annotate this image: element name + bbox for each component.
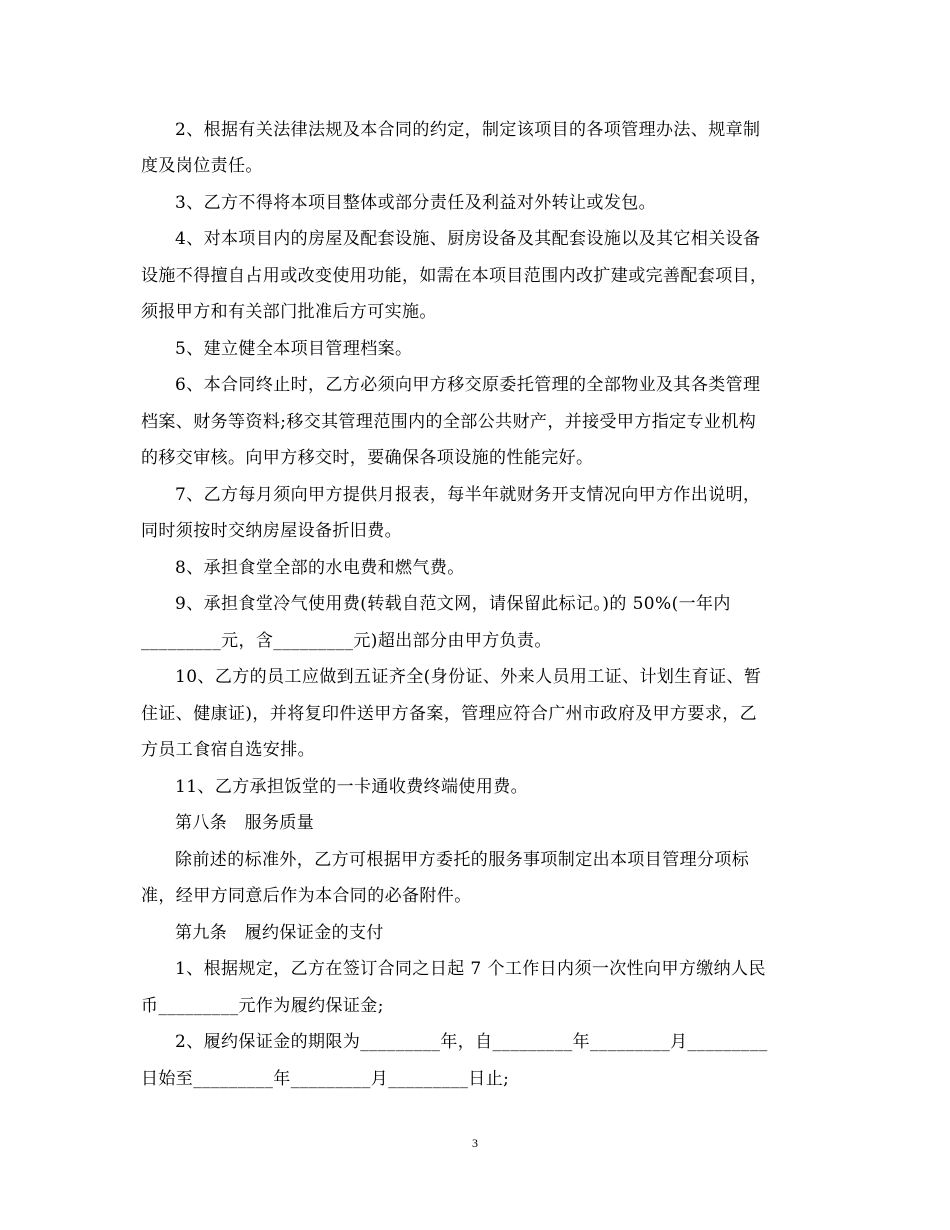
paragraph-line: 币_________元作为履约保证金; (141, 996, 384, 1016)
paragraph-line: 11、乙方承担饭堂的一卡通收费终端使用费。 (175, 777, 529, 797)
paragraph-line: 3、乙方不得将本项目整体或部分责任及利益对外转让或发包。 (175, 193, 657, 213)
paragraph-line: 5、建立健全本项目管理档案。 (175, 339, 413, 359)
paragraph-line: 日始至_________年_________月_________日止; (141, 1069, 510, 1089)
section-heading: 第九条 履约保证金的支付 (175, 923, 384, 943)
paragraph-line: 2、履约保证金的期限为_________年，自_________年_________月_________ (175, 1032, 768, 1052)
paragraph-line: 同时须按时交纳房屋设备折旧费。 (141, 521, 402, 541)
paragraph-line: 6、本合同终止时，乙方必须向甲方移交原委托管理的全部物业及其各类管理 (175, 375, 761, 395)
paragraph-line: _________元，含_________元)超出部分由甲方负责。 (141, 631, 552, 651)
paragraph-line: 8、承担食堂全部的水电费和燃气费。 (175, 558, 465, 578)
paragraph-line: 2、根据有关法律法规及本合同的约定，制定该项目的各项管理办法、规章制 (175, 120, 761, 140)
paragraph-line: 方员工食宿自选安排。 (141, 740, 315, 760)
paragraph-line: 住证、健康证)，并将复印件送甲方备案，管理应符合广州市政府及甲方要求，乙 (141, 704, 758, 724)
section-heading: 第八条 服务质量 (175, 813, 315, 833)
paragraph-line: 7、乙方每月须向甲方提供月报表，每半年就财务开支情况向甲方作出说明， (175, 485, 761, 505)
paragraph-line: 准，经甲方同意后作为本合同的必备附件。 (141, 886, 472, 906)
paragraph-line: 设施不得擅自占用或改变使用功能，如需在本项目范围内改扩建或完善配套项目， (141, 266, 768, 286)
paragraph-line: 除前述的标准外，乙方可根据甲方委托的服务事项制定出本项目管理分项标 (175, 850, 750, 870)
paragraph-line: 1、根据规定，乙方在签订合同之日起 7 个工作日内须一次性向甲方缴纳人民 (175, 959, 766, 979)
paragraph-line: 9、承担食堂冷气使用费(转载自范文网，请保留此标记。)的 50%(一年内 (175, 594, 731, 614)
paragraph-line: 须报甲方和有关部门批准后方可实施。 (141, 302, 437, 322)
paragraph-line: 度及岗位责任。 (141, 156, 263, 176)
paragraph-line: 10、乙方的员工应做到五证齐全(身份证、外来人员用工证、计划生育证、暂 (175, 667, 762, 687)
paragraph-line: 的移交审核。向甲方移交时，要确保各项设施的性能完好。 (141, 448, 594, 468)
page-number: 3 (472, 1136, 478, 1150)
paragraph-line: 档案、财务等资料;移交其管理范围内的全部公共财产，并接受甲方指定专业机构 (141, 412, 757, 432)
paragraph-line: 4、对本项目内的房屋及配套设施、厨房设备及其配套设施以及其它相关设备 (175, 229, 761, 249)
